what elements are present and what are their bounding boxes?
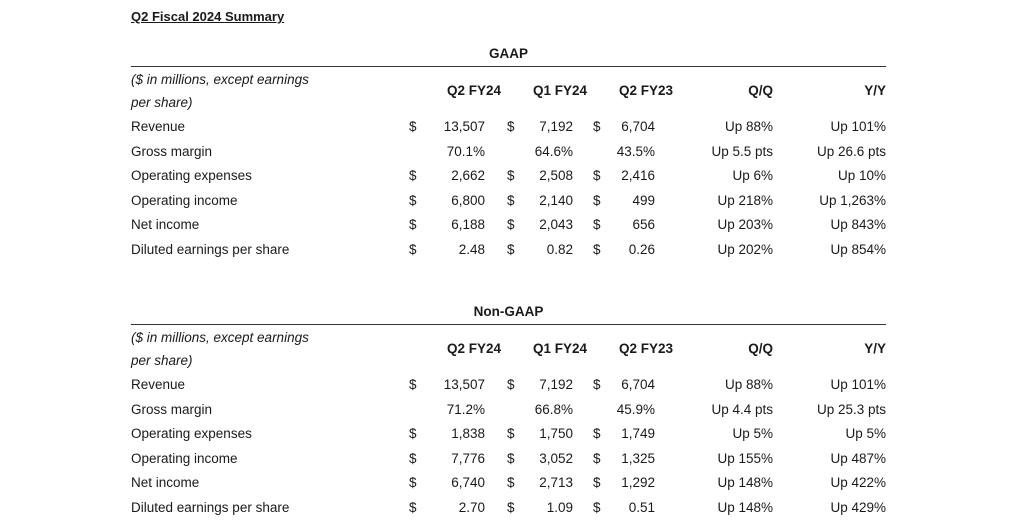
value-qq: Up 88%	[724, 377, 773, 392]
units-label	[131, 326, 331, 372]
column-header-q2fy24: Q2 FY24	[446, 83, 501, 98]
value-q2fy23: 656	[632, 217, 655, 233]
row-label: Gross margin	[131, 401, 213, 417]
section-title: Non-GAAP	[473, 304, 544, 319]
value-q1fy24: 64.6%	[534, 143, 573, 159]
currency-symbol: $	[409, 377, 417, 392]
currency-symbol: $	[409, 119, 417, 134]
value-q1fy24: 2,140	[539, 192, 573, 208]
row-label: Operating income	[131, 450, 238, 466]
currency-symbol: $	[507, 500, 515, 515]
table-row	[131, 213, 886, 237]
value-q1fy24: 2,508	[539, 168, 573, 184]
value-qq: Up 5%	[732, 426, 773, 442]
column-header-yy: Y/Y	[864, 341, 886, 356]
currency-symbol: $	[507, 450, 515, 466]
currency-symbol: $	[409, 192, 417, 208]
value-q1fy24: 1,750	[539, 426, 573, 442]
currency-symbol: $	[507, 168, 515, 184]
page-title: Q2 Fiscal 2024 Summary	[131, 9, 285, 24]
value-q2fy23: 1,749	[621, 426, 655, 442]
currency-symbol: $	[409, 475, 417, 491]
table-row	[131, 140, 886, 164]
value-qq: Up 202%	[717, 242, 773, 257]
currency-symbol: $	[507, 377, 515, 392]
currency-symbol: $	[507, 426, 515, 442]
column-header-q2fy23: Q2 FY23	[618, 341, 673, 356]
row-label: Operating expenses	[131, 168, 252, 184]
currency-symbol: $	[409, 217, 417, 233]
value-qq: Up 148%	[717, 500, 773, 515]
currency-symbol: $	[409, 242, 417, 257]
column-header-q2fy24: Q2 FY24	[446, 341, 501, 356]
value-yy: Up 422%	[830, 475, 886, 491]
value-qq: Up 6%	[732, 168, 773, 184]
section-rule	[131, 324, 886, 325]
table-row	[131, 471, 886, 495]
currency-symbol: $	[593, 377, 601, 392]
value-q2fy24: 2.48	[458, 242, 485, 257]
value-q2fy24: 2,662	[451, 168, 485, 184]
value-q2fy24: 13,507	[443, 119, 485, 134]
value-qq: Up 218%	[717, 192, 773, 208]
value-yy: Up 101%	[830, 377, 886, 392]
currency-symbol: $	[409, 168, 417, 184]
value-qq: Up 88%	[724, 119, 773, 134]
value-q2fy23: 2,416	[621, 168, 655, 184]
currency-symbol: $	[507, 242, 515, 257]
value-qq: Up 4.4 pts	[711, 401, 773, 417]
units-label-line1: ($ in millions, except earnings	[131, 330, 309, 345]
currency-symbol: $	[507, 217, 515, 233]
value-q2fy23: 1,292	[621, 475, 655, 491]
row-label: Diluted earnings per share	[131, 500, 290, 515]
currency-symbol: $	[507, 192, 515, 208]
currency-symbol: $	[593, 450, 601, 466]
value-q2fy23: 0.26	[628, 242, 655, 257]
column-header-q1fy24: Q1 FY24	[532, 341, 587, 356]
column-header-yy: Y/Y	[864, 83, 886, 98]
row-label: Revenue	[131, 119, 186, 134]
value-q1fy24: 3,052	[539, 450, 573, 466]
units-label-line1: ($ in millions, except earnings	[131, 72, 309, 87]
value-yy: Up 843%	[830, 217, 886, 233]
value-yy: Up 1,263%	[819, 192, 886, 208]
value-q2fy23: 499	[632, 192, 655, 208]
row-label: Diluted earnings per share	[131, 242, 290, 257]
value-q2fy24: 7,776	[451, 450, 485, 466]
value-yy: Up 429%	[830, 500, 886, 515]
column-header-q2fy23: Q2 FY23	[618, 83, 673, 98]
value-yy: Up 854%	[830, 242, 886, 257]
currency-symbol: $	[593, 426, 601, 442]
units-label	[131, 68, 331, 114]
table-row	[131, 164, 886, 188]
table-row	[131, 238, 886, 262]
units-label-line2: per share)	[131, 95, 193, 110]
value-q1fy24: 0.82	[546, 242, 573, 257]
value-q2fy24: 6,800	[451, 192, 485, 208]
table-row	[131, 422, 886, 446]
value-q1fy24: 1.09	[546, 500, 573, 515]
value-yy: Up 25.3 pts	[816, 401, 886, 417]
value-qq: Up 155%	[717, 450, 773, 466]
row-label: Gross margin	[131, 143, 213, 159]
value-q1fy24: 2,043	[539, 217, 573, 233]
column-header-q1fy24: Q1 FY24	[532, 83, 587, 98]
row-label: Operating expenses	[131, 426, 252, 442]
value-yy: Up 5%	[845, 426, 886, 442]
row-label: Operating income	[131, 192, 238, 208]
value-q2fy23: 43.5%	[616, 143, 655, 159]
value-yy: Up 10%	[837, 168, 886, 184]
currency-symbol: $	[593, 500, 601, 515]
value-q2fy24: 1,838	[451, 426, 485, 442]
value-q2fy24: 6,740	[451, 475, 485, 491]
section-title: GAAP	[488, 46, 528, 61]
value-q2fy24: 71.2%	[446, 401, 485, 417]
value-q1fy24: 7,192	[539, 377, 573, 392]
currency-symbol: $	[593, 119, 601, 134]
value-q2fy23: 6,704	[621, 377, 655, 392]
value-qq: Up 5.5 pts	[711, 143, 773, 159]
value-q1fy24: 66.8%	[534, 401, 573, 417]
value-q2fy24: 2.70	[458, 500, 485, 515]
table-row	[131, 496, 886, 520]
currency-symbol: $	[593, 168, 601, 184]
non-gaap-section	[131, 302, 886, 525]
units-label-line2: per share)	[131, 353, 193, 368]
currency-symbol: $	[593, 192, 601, 208]
value-q2fy24: 13,507	[443, 377, 485, 392]
row-label: Net income	[131, 217, 200, 233]
value-yy: Up 101%	[830, 119, 886, 134]
value-q2fy23: 45.9%	[616, 401, 655, 417]
value-q1fy24: 2,713	[539, 475, 573, 491]
gaap-section	[131, 44, 886, 269]
currency-symbol: $	[593, 217, 601, 233]
column-header-qq: Q/Q	[748, 341, 773, 356]
currency-symbol: $	[409, 426, 417, 442]
value-q2fy23: 6,704	[621, 119, 655, 134]
value-q1fy24: 7,192	[539, 119, 573, 134]
table-row	[131, 398, 886, 422]
value-q2fy24: 6,188	[451, 217, 485, 233]
value-q2fy24: 70.1%	[446, 143, 485, 159]
currency-symbol: $	[507, 475, 515, 491]
value-yy: Up 26.6 pts	[816, 143, 886, 159]
section-rule	[131, 66, 886, 67]
table-row	[131, 447, 886, 471]
currency-symbol: $	[409, 500, 417, 515]
table-row	[131, 373, 886, 397]
value-qq: Up 148%	[717, 475, 773, 491]
value-q2fy23: 0.51	[628, 500, 655, 515]
table-row	[131, 115, 886, 139]
value-yy: Up 487%	[830, 450, 886, 466]
currency-symbol: $	[409, 450, 417, 466]
value-q2fy23: 1,325	[621, 450, 655, 466]
row-label: Revenue	[131, 377, 186, 392]
value-qq: Up 203%	[717, 217, 773, 233]
row-label: Net income	[131, 475, 200, 491]
currency-symbol: $	[593, 242, 601, 257]
column-header-qq: Q/Q	[748, 83, 773, 98]
currency-symbol: $	[593, 475, 601, 491]
currency-symbol: $	[507, 119, 515, 134]
table-row	[131, 189, 886, 213]
